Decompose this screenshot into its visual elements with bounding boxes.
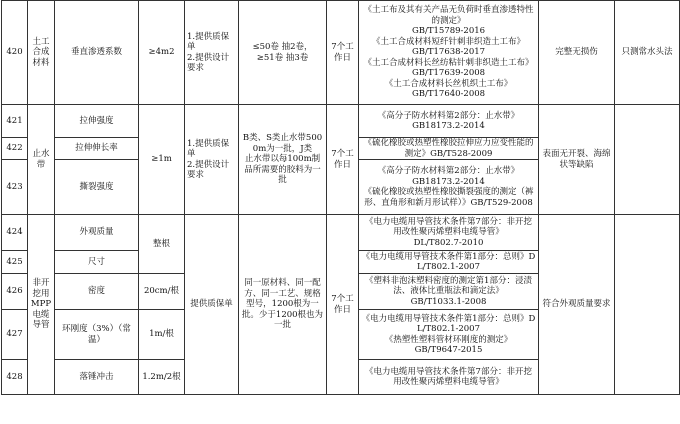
required-documents: 1.提供质保单 2.提供设计要求 [185, 105, 239, 215]
sampling-rule: ≤50卷 抽2卷， ≥51卷 抽3卷 [239, 1, 327, 105]
sample-size: ≥1m [139, 105, 185, 215]
test-item: 环刚度（3%）（常温） [55, 310, 139, 360]
test-standard: 《电力电缆用导管技术条件第7部分：非开挖用改性聚丙烯塑料电缆导管》 [359, 360, 539, 395]
row-number: 425 [2, 251, 28, 274]
sampling-rule: 同一原材料、同一配方、同一工艺、规格型号，1200根为一批。少于1200根也为一批 [239, 215, 327, 395]
row-number: 426 [2, 274, 28, 310]
table-row-421 [2, 105, 680, 138]
row-number: 427 [2, 310, 28, 360]
sample-size: ≥4m2 [139, 1, 185, 105]
row-number: 424 [2, 215, 28, 251]
test-item: 尺寸 [55, 251, 139, 274]
appearance-requirement: 表面无开裂、海绵状等缺陷 [539, 105, 615, 215]
material-category: 土工合成材料 [28, 1, 55, 105]
sampling-rule: B类、S类止水带5000m为一批，J类 止水带以每100m制品所需要的胶料为一批 [239, 105, 327, 215]
test-standard: 《电力电缆用导管技术条件第7部分：非开挖用改性聚丙烯塑料电缆导管》 DL/T802.7-2010 [359, 215, 539, 251]
remark: 只测常水头法 [615, 1, 680, 105]
appearance-requirement: 符合外观质量要求 [539, 215, 615, 395]
appearance-requirement: 完整无损伤 [539, 1, 615, 105]
test-standard: 《高分子防水材料第2部分：止水带》 GB18173.2-2014 [359, 105, 539, 138]
test-item: 垂直渗透系数 [55, 1, 139, 105]
test-period: 7个工作日 [327, 215, 359, 395]
test-standards-table [1, 0, 680, 395]
row-number: 423 [2, 160, 28, 215]
remark [615, 105, 680, 215]
test-item: 落锤冲击 [55, 360, 139, 395]
test-standard: 《电力电缆用导管技术条件第1部分：总则》DL/T802.1-2007 《热塑性塑料管材环刚度的测定》 GB/T9647-2015 [359, 310, 539, 360]
sample-size: 1m/根 [139, 310, 185, 360]
required-documents: 1.提供质保单 2.提供设计要求 [185, 1, 239, 105]
table-row-424 [2, 215, 680, 251]
test-item: 外观质量 [55, 215, 139, 251]
row-number: 422 [2, 138, 28, 160]
material-category: 止水带 [28, 105, 55, 215]
test-period: 7个工作日 [327, 1, 359, 105]
sample-size: 整根 [139, 215, 185, 274]
test-standard: 《电力电缆用导管技术条件第1部分：总则》DL/T802.1-2007 [359, 251, 539, 274]
row-number: 420 [2, 1, 28, 105]
test-item: 撕裂强度 [55, 160, 139, 215]
test-standard: 《硫化橡胶或热塑性橡胶拉伸应力应变性能的测定》GB/T528-2009 [359, 138, 539, 160]
material-category: 非开挖用MPP电缆导管 [28, 215, 55, 395]
test-standard: 《高分子防水材料第2部分：止水带》 GB18173.2-2014 《硫化橡胶或热塑性橡胶撕裂强度的测定（裤形、直角形和新月形试样）》GB/T529-2008 [359, 160, 539, 215]
row-number: 428 [2, 360, 28, 395]
remark [615, 215, 680, 395]
test-item: 拉伸强度 [55, 105, 139, 138]
test-item: 拉伸伸长率 [55, 138, 139, 160]
test-period: 7个工作日 [327, 105, 359, 215]
table-row-420 [2, 1, 680, 105]
test-standard: 《土工布及其有关产品无负荷时垂直渗透特性的测定》 GB/T15789-2016 《土工合成材料短纤针刺非织造土工布》 GB/T17638-2017 《土工合成材料长丝纺粘针刺非织造土工布》 GB/T17639-2008 《土工合成材料长丝机织土工布》 GB/T17640-2008 [359, 1, 539, 105]
test-item: 密度 [55, 274, 139, 310]
row-number: 421 [2, 105, 28, 138]
sample-size: 20cm/根 [139, 274, 185, 310]
test-standard: 《塑料非泡沫塑料密度的测定第1部分：浸渍法、液体比重瓶法和滴定法》 GB/T1033.1-2008 [359, 274, 539, 310]
required-documents: 提供质保单 [185, 215, 239, 395]
sample-size: 1.2m/2根 [139, 360, 185, 395]
